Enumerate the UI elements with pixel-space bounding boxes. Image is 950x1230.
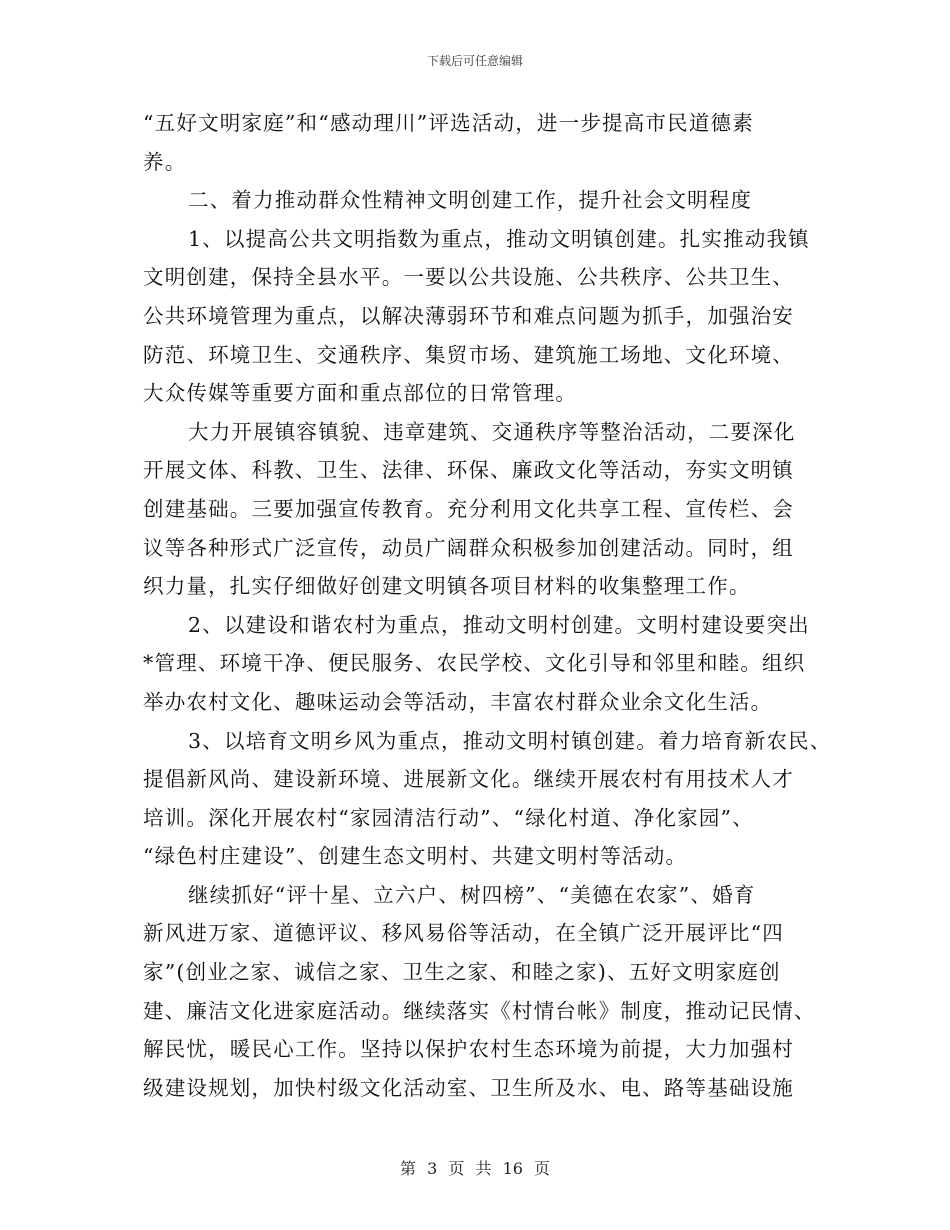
text-line: 议等各种形式广泛宣传，动员广阔群众积极参加创建活动。同时，组: [143, 535, 794, 560]
section-heading: 二、着力推动群众性精神文明创建工作，提升社会文明程度: [188, 188, 753, 213]
text-line: “绿色村庄建设”、创建生态文明村、共建文明村等活动。: [143, 844, 688, 869]
footer-label-ye-2: 页: [534, 1159, 551, 1178]
page-header: 下载后可任意编辑: [426, 54, 523, 68]
text-line: 大力开展镇容镇貌、违章建筑、交通秩序等整治活动，二要深化: [188, 419, 796, 444]
text-line: 2、以建设和谐农村为重点，推动文明村创建。文明村建设要突出: [188, 612, 810, 637]
text-line: *管理、环境干净、便民服务、农民学校、文化引导和邻里和睦。组织: [143, 651, 806, 676]
text-line: 创建基础。三要加强宣传教育。充分利用文化共享工程、宣传栏、会: [143, 496, 794, 521]
text-line: 1、以提高公共文明指数为重点，推动文明镇创建。扎实推动我镇: [188, 226, 810, 251]
text-line: 公共环境管理为重点，以解决薄弱环节和难点问题为抓手，加强治安: [143, 303, 794, 328]
text-line: 开展文体、科教、卫生、法律、环保、廉政文化等活动，夯实文明镇: [143, 458, 794, 483]
page-footer: [0, 1156, 950, 1179]
text-line: 文明创建，保持全县水平。一要以公共设施、公共秩序、公共卫生、: [143, 265, 794, 290]
text-line: 养。: [143, 149, 187, 174]
text-line: 家”(创业之家、诚信之家、卫生之家、和睦之家)、五好文明家庭创: [143, 960, 781, 985]
document-body: [143, 104, 832, 1107]
text-line: 织力量，扎实仔细做好创建文明镇各项目材料的收集整理工作。: [143, 574, 751, 599]
text-line: 解民忧，暖民心工作。坚持以保护农村生态环境为前提，大力加强村: [143, 1037, 794, 1062]
text-line: 级建设规划，加快村级文化活动室、卫生所及水、电、路等基础设施: [143, 1075, 794, 1100]
text-line: 大众传媒等重要方面和重点部位的日常管理。: [143, 381, 577, 406]
footer-label-gong: 共: [475, 1159, 492, 1178]
text-line: 培训。深化开展农村“家园清洁行动”、“绿化村道、净化家园”、: [143, 805, 754, 830]
text-line: 继续抓好“评十星、立六户、树四榜”、“美德在农家”、婚育: [188, 882, 756, 907]
footer-page-number: 3: [427, 1159, 438, 1178]
text-line: 防范、环境卫生、交通秩序、集贸市场、建筑施工场地、文化环境、: [143, 342, 794, 367]
text-line: 举办农村文化、趣味运动会等活动，丰富农村群众业余文化生活。: [143, 689, 773, 714]
footer-label-ye: 页: [448, 1159, 465, 1178]
footer-total-pages: 16: [502, 1159, 523, 1178]
text-line: 3、以培育文明乡风为重点，推动文明村镇创建。着力培育新农民、: [188, 728, 832, 753]
text-line: 新风进万家、道德评议、移风易俗等活动，在全镇广泛开展评比“四: [143, 921, 784, 946]
text-line: “五好文明家庭”和“感动理川”评选活动，进一步提高市民道德素: [143, 111, 754, 135]
footer-label-di: 第: [399, 1159, 416, 1178]
text-line: 提倡新风尚、建设新环境、进展新文化。继续开展农村有用技术人才: [143, 767, 794, 792]
text-line: 建、廉洁文化进家庭活动。继续落实《村情台帐》制度，推动记民情、: [143, 998, 816, 1023]
